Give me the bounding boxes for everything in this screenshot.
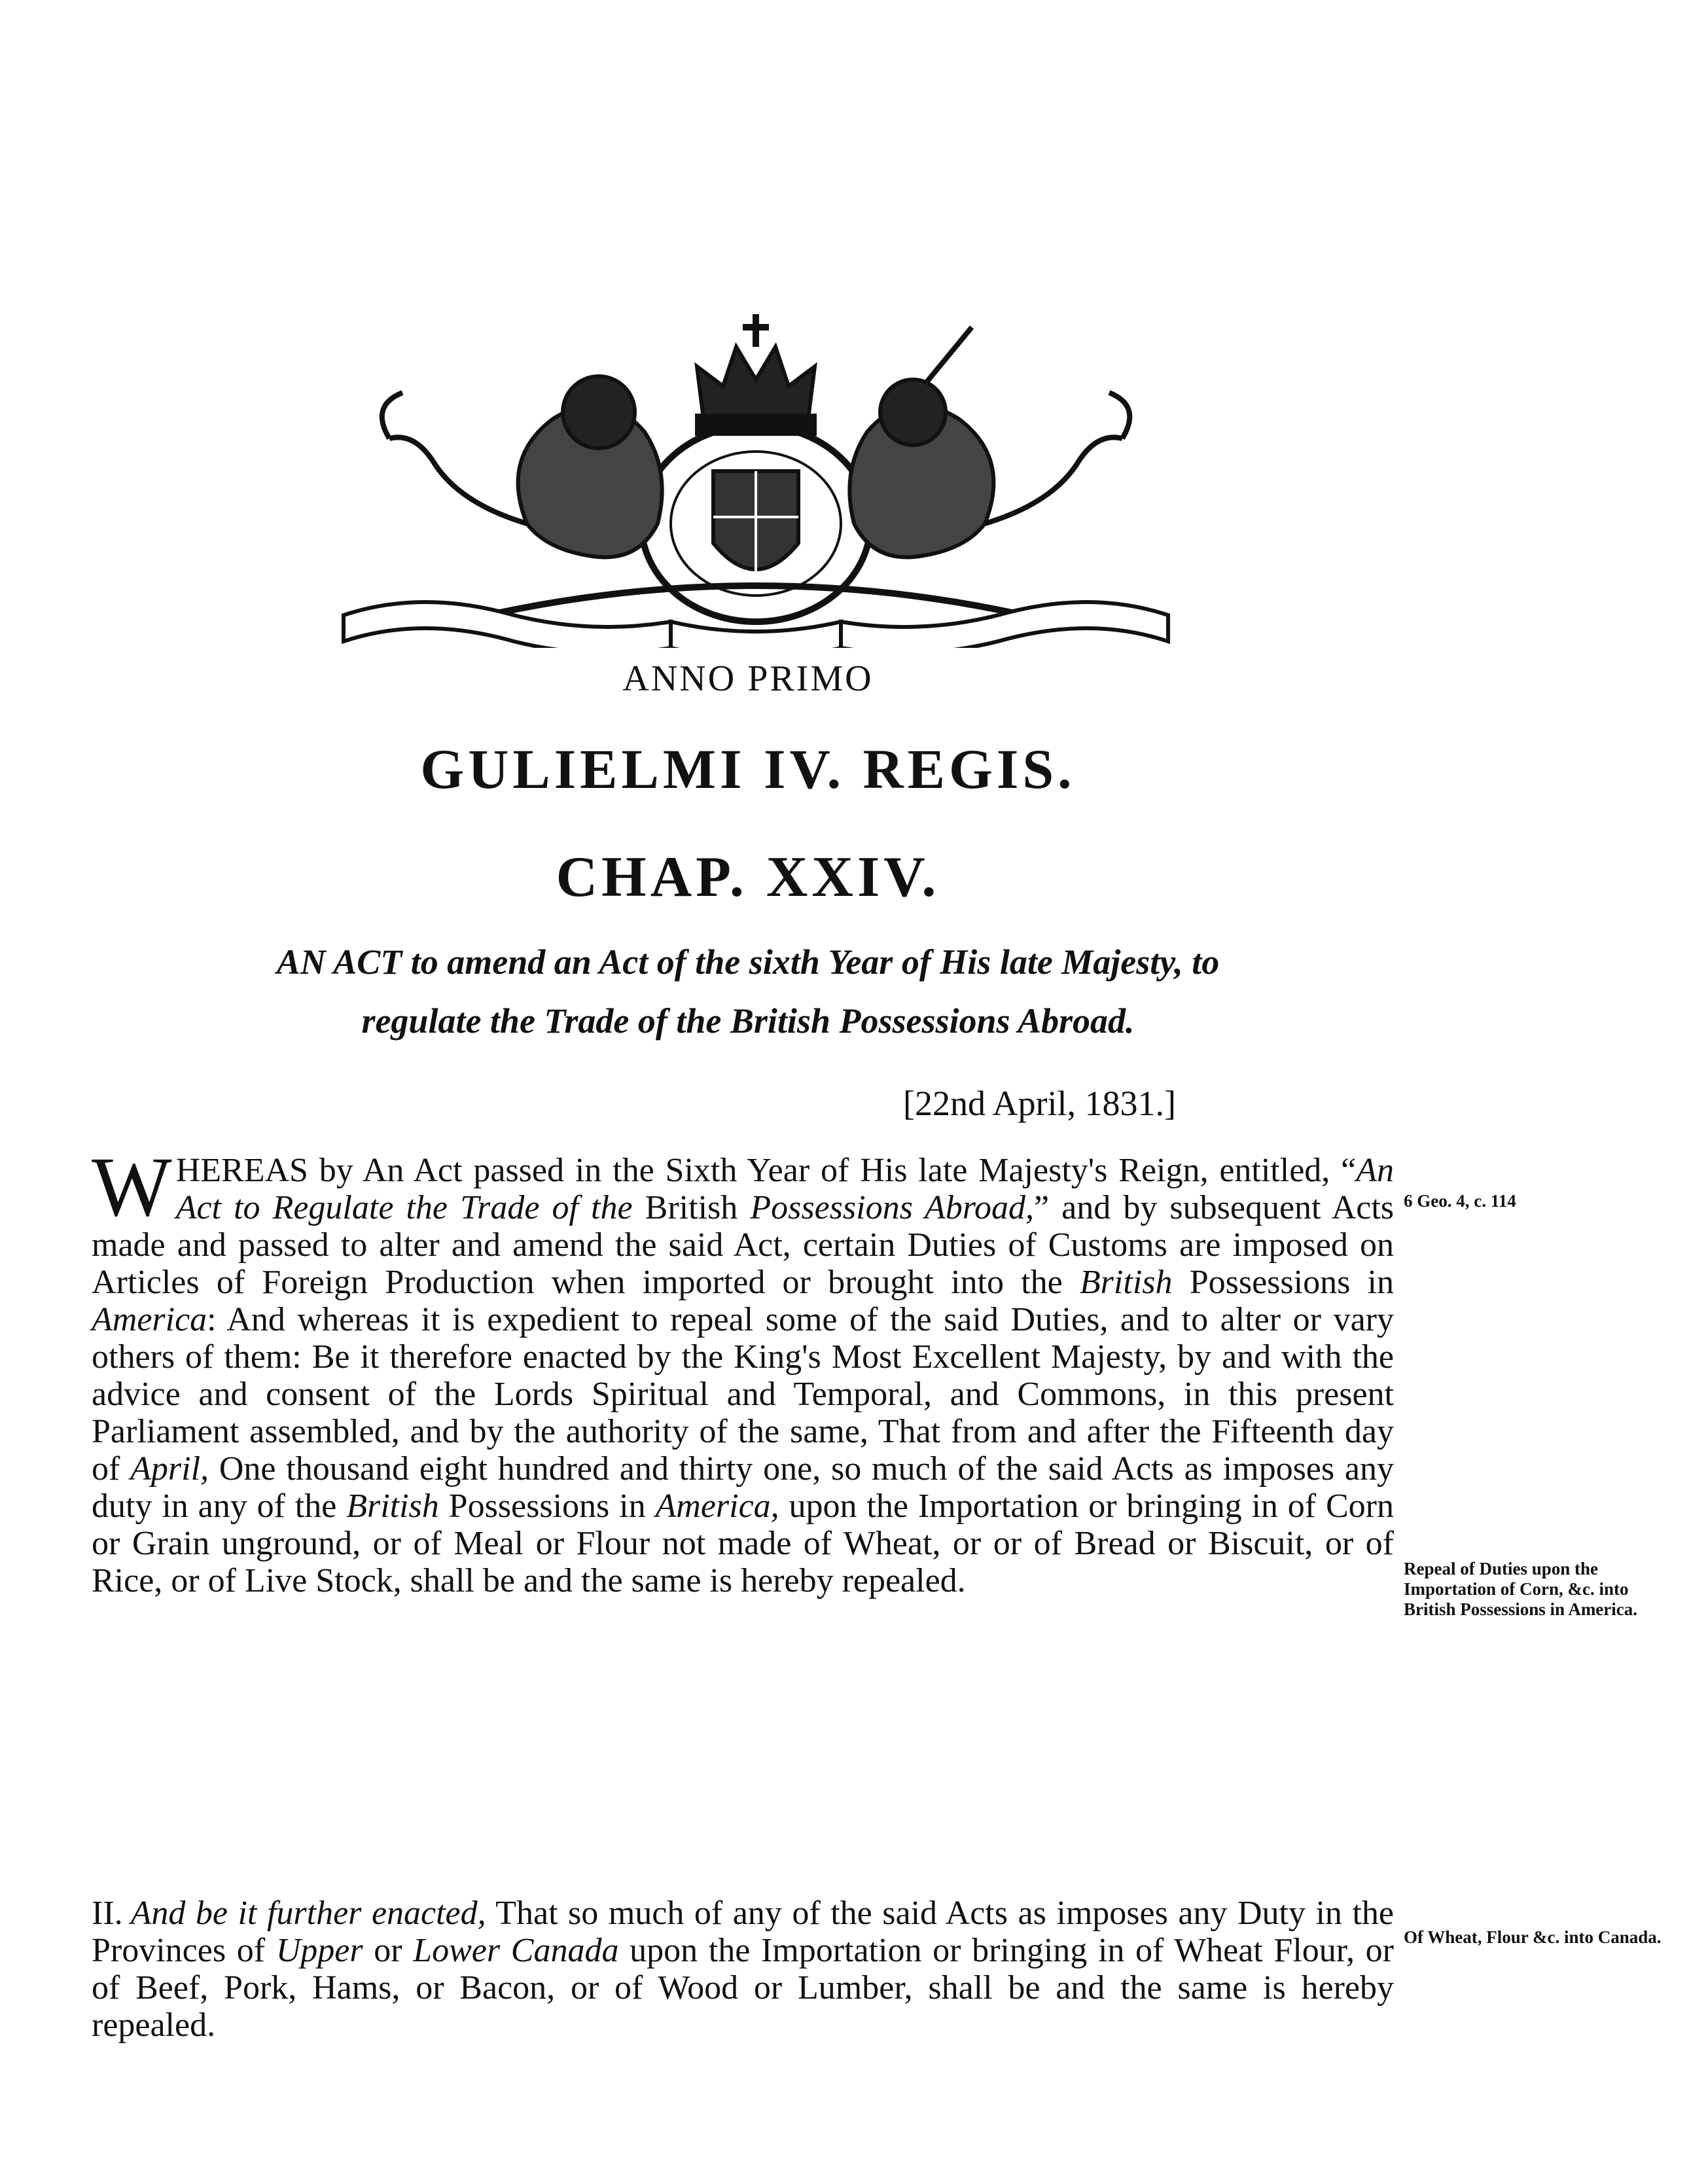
margin-note-citation: 6 Geo. 4, c. 114 — [1404, 1191, 1516, 1211]
chapter-heading: CHAP. XXIV. — [556, 846, 940, 909]
s1-text-j: April, — [130, 1450, 209, 1488]
s1-text-g: Possessions in — [1172, 1264, 1395, 1301]
regnal-heading: GULIELMI IV. REGIS. — [420, 738, 1076, 800]
s1-text-o: upon the Importation or bringing in of Corn or Grain unground, or of Meal or Flour not made of Wheat, or or of Bread or Biscuit, or of Rice, or of Live Stock, shall be and the same is hereby repealed. — [92, 1488, 1394, 1599]
s1-text-m: Possessions in — [438, 1488, 656, 1525]
s1-text-n: America, — [655, 1488, 779, 1525]
s1-text-l: British — [346, 1488, 439, 1525]
s1-text-e: ” and by subsequent Acts made and passed to alter and amend the said Act, certain Duties of Customs are imposed on Articles of Foreign Production when imported or brought into the — [92, 1189, 1395, 1301]
act-title-line-1: AN ACT to amend an Act of the sixth Year of His late Majesty, to — [276, 942, 1220, 982]
s2-text-e: upon the Importation or bringing in of Wheat Flour, or of Beef, Pork, Hams, or Bacon, or of Wood or Lumber, shall be and the same is hereby repealed. — [92, 1932, 1394, 2044]
s1-text-i: : And whereas it is expedient to repeal some of the said Duties, and to alter or vary others of them: Be it therefore enacted by the King's Most Excellent Majesty, by and with the advice and consent of the Lords Spiritual and Temporal, and Commons, in this present Parliament assembled, and by the authority of the same, That from and after the Fifteenth day of — [92, 1301, 1394, 1488]
s2-text-d: Lower Canada — [413, 1932, 619, 1969]
s1-text-b: An Act to Regulate the Trade of the — [175, 1152, 1394, 1226]
royal-coat-of-arms — [330, 308, 1181, 648]
s1-text-d: Possessions Abroad, — [750, 1189, 1035, 1226]
section-2-paragraph — [92, 1895, 1394, 2044]
margin-note-canada: Of Wheat, Flour &c. into Canada. — [1404, 1927, 1662, 1947]
act-title — [92, 933, 1404, 1050]
s1-text-k: One thousand eight hundred and thirty one, so much of the said Acts as imposes any duty in any of the — [92, 1450, 1394, 1525]
section-2-number: II. — [92, 1895, 123, 1932]
s2-lead: And be it further enacted, — [130, 1895, 486, 1932]
act-date: [22nd April, 1831.] — [903, 1084, 1176, 1123]
act-title-line-2: regulate the Trade of the British Possessions Abroad. — [361, 1001, 1135, 1041]
s1-text-h: America — [92, 1301, 207, 1338]
drop-cap: W — [92, 1140, 172, 1234]
s2-text-c: or — [363, 1932, 414, 1969]
s2-text-a: That so much of any of the said Acts as imposes any Duty in the Provinces of — [92, 1895, 1394, 1969]
margin-note-repeal: Repeal of Duties upon the Importation of Corn, &c. into British Possessions in America. — [1404, 1559, 1638, 1619]
s1-text-c: British — [632, 1189, 751, 1226]
anno-primo-heading: ANNO PRIMO — [622, 658, 874, 699]
s2-text-b: Upper — [276, 1932, 363, 1969]
s1-text-a: HEREAS by An Act passed in the Sixth Year of His late Majesty's Reign, entitled, “ — [175, 1152, 1357, 1189]
s1-text-f: British — [1079, 1264, 1173, 1301]
section-1-paragraph — [92, 1140, 1395, 1599]
